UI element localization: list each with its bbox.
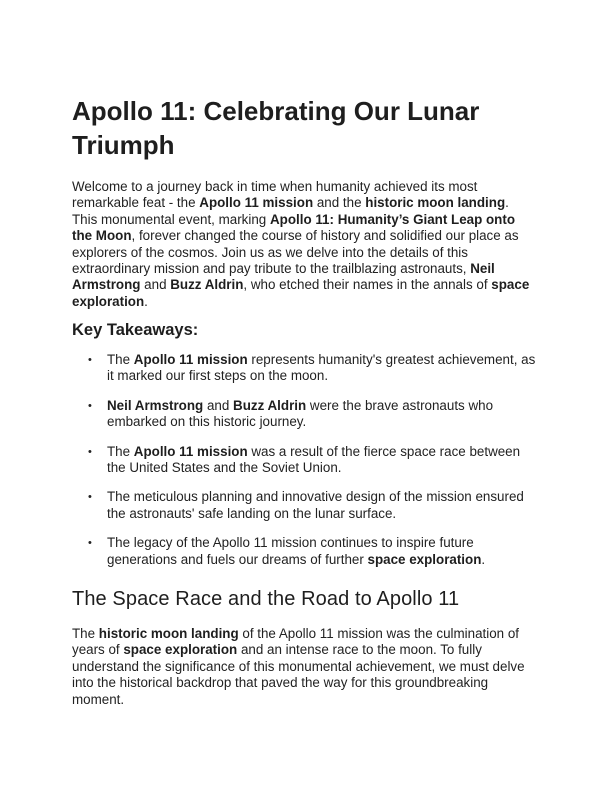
list-item-text: . (481, 551, 486, 567)
list-item (72, 444, 542, 477)
list-item (72, 489, 542, 522)
list-item-bold: Apollo 11 mission (133, 352, 248, 367)
list-item-bold: Apollo 11 mission (133, 443, 248, 459)
bullet-icon: • (88, 445, 92, 458)
list-item-text: and (203, 397, 234, 413)
list-item-text: represents humanity's greatest achievement, as it marked our first steps on the moon. (107, 352, 536, 384)
list-item (72, 535, 542, 568)
list-item-text: The legacy of the Apollo 11 mission continues to inspire future generations and fuels our dreams of further (107, 535, 474, 567)
key-takeaways-list (72, 352, 542, 581)
list-item-text: The meticulous planning and innovative design of the mission ensured the astronauts' safe landing on the lunar surface. (107, 489, 524, 521)
section-heading: The Space Race and the Road to Apollo 11 (72, 588, 460, 610)
intro-bold: historic moon landing (365, 195, 506, 211)
section-text: of the Apollo 11 mission was the culmination of years of (72, 626, 520, 658)
intro-text: . This monumental event, marking (72, 195, 509, 227)
list-item-text: was a result of the fierce space race between the United States and the Soviet Union. (107, 443, 521, 476)
key-takeaways-heading: Key Takeaways: (72, 321, 199, 339)
section-text: and an intense race to the moon. To fully understand the significance of this monumental achievement, we must delve into the historical backdrop that paved the way for this groundbreaking moment. (72, 642, 525, 707)
bullet-icon: • (88, 491, 92, 504)
section-bold: space exploration (123, 642, 238, 658)
intro-text: . (144, 293, 148, 309)
intro-bold: Neil Armstrong (72, 261, 495, 293)
intro-bold: space exploration (72, 277, 530, 309)
bullet-icon: • (88, 537, 92, 550)
list-item (72, 352, 542, 385)
intro-bold: Buzz Aldrin (170, 277, 244, 293)
intro-text: , forever changed the course of history and solidified our place as explorers of the cosmos. Join us as we delve into the details of this extraordinary mission and pay tribute to the trailblazing astronauts, (72, 228, 519, 277)
bullet-icon: • (88, 354, 92, 366)
page-title: Apollo 11: Celebrating Our Lunar Triumph (72, 96, 480, 160)
list-item-text: The (107, 443, 134, 459)
list-item-bold: Buzz Aldrin (233, 397, 307, 413)
list-item-bold: Neil Armstrong (107, 397, 204, 413)
intro-text: and (140, 277, 171, 293)
section-paragraph (72, 626, 536, 708)
intro-paragraph (72, 179, 536, 310)
list-item (72, 398, 542, 431)
intro-text: Welcome to a journey back in time when humanity achieved its most remarkable feat - the (72, 179, 478, 211)
list-item-bold: space exploration (367, 551, 482, 567)
section-text: The (72, 626, 99, 641)
intro-text: and the (313, 195, 366, 211)
list-item-text: were the brave astronauts who embarked on this historic journey. (107, 397, 494, 430)
intro-text: , who etched their names in the annals of (243, 277, 492, 293)
list-item-text: The (107, 352, 134, 367)
intro-bold: Apollo 11 mission (199, 195, 314, 211)
bullet-icon: • (88, 399, 92, 412)
section-bold: historic moon landing (98, 626, 239, 641)
intro-bold: Apollo 11: Humanity’s Giant Leap onto the Moon (72, 211, 516, 244)
